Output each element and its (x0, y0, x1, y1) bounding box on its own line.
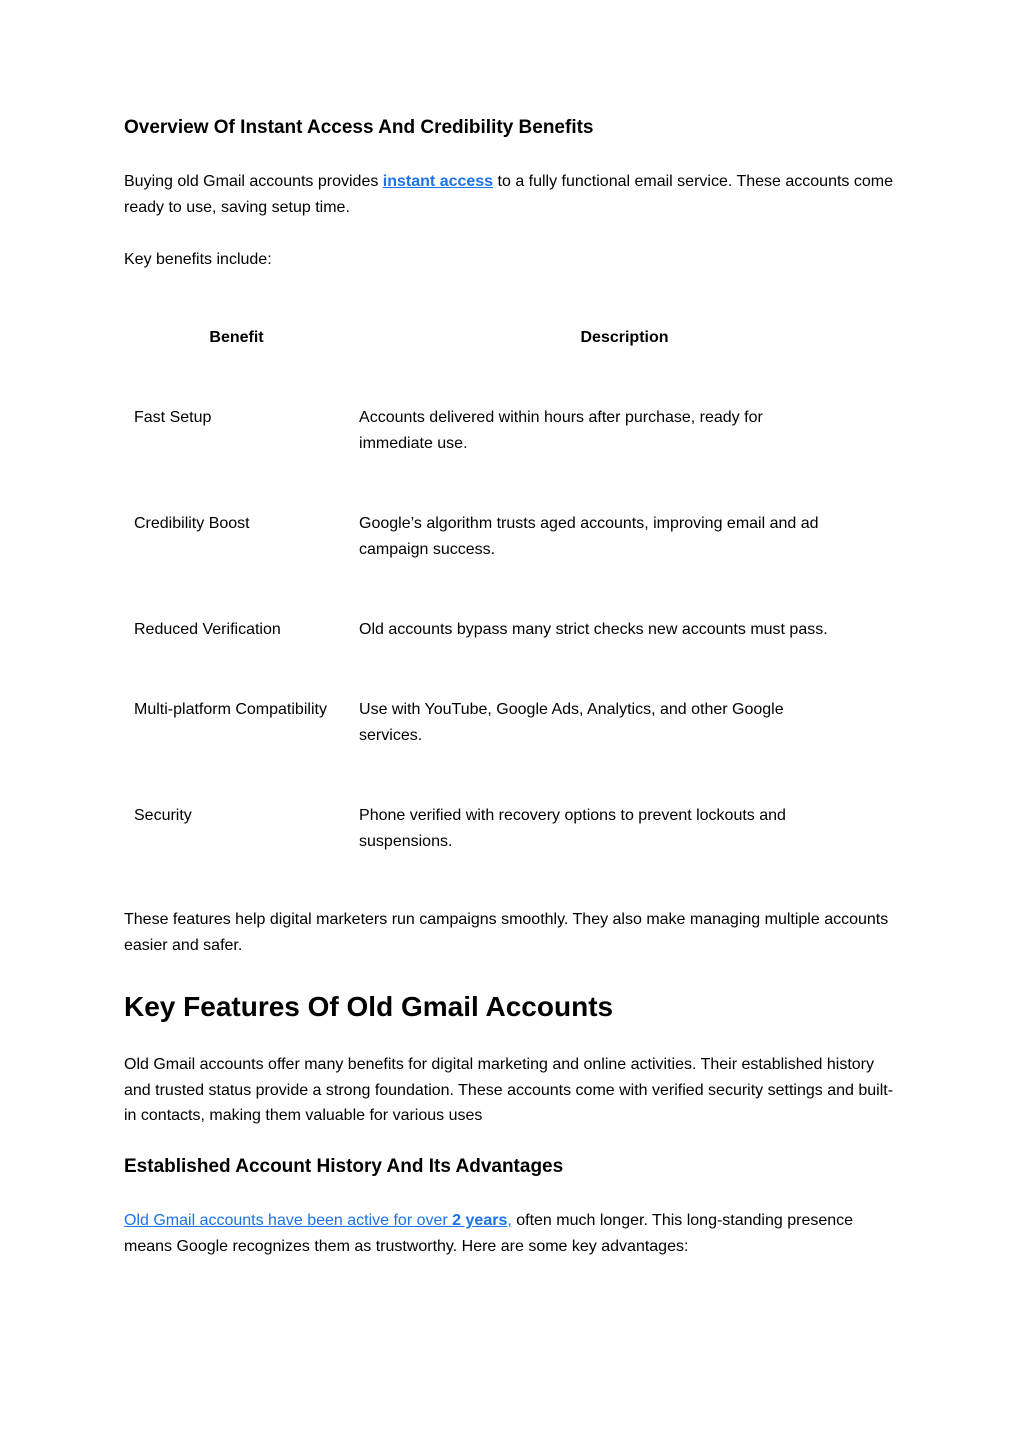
description-cell: Google’s algorithm trusts aged accounts, improving email and ad campaign success. (359, 515, 819, 559)
link-trailing-text: , (507, 1212, 512, 1230)
key-features-paragraph: Old Gmail accounts offer many benefits for digital marketing and online activities. Their established history and trusted status provide a strong foundation. These accounts come with verified security settings and built-in contacts, making them valuable for various uses (124, 1055, 894, 1125)
table-row (124, 776, 900, 882)
description-cell: Phone verified with recovery options to prevent lockouts and suspensions. (359, 806, 786, 850)
benefit-cell: Reduced Verification (134, 620, 281, 638)
link-bold-text: 2 years (452, 1212, 508, 1230)
table-row (124, 378, 900, 484)
established-history-text-after-link: often much longer. This long-standing presence means Google recognizes them as trustworthy. Here are some key advantages: (124, 1212, 854, 1255)
description-cell: Use with YouTube, Google Ads, Analytics, and other Google services. (359, 700, 784, 744)
overview-heading: Overview Of Instant Access And Credibility Benefits (124, 117, 594, 138)
description-cell: Old accounts bypass many strict checks new accounts must pass. (359, 620, 828, 638)
table-header-description: Description (580, 329, 669, 347)
established-history-paragraph (124, 1208, 900, 1260)
two-years-link[interactable] (124, 1212, 512, 1229)
instant-access-link[interactable]: instant access (382, 172, 494, 190)
description-cell: Accounts delivered within hours after purchase, ready for immediate use. (359, 409, 763, 453)
summary-paragraph: These features help digital marketers run campaigns smoothly. They also make managing multiple accounts easier and safer. (124, 911, 889, 955)
benefit-cell: Fast Setup (134, 409, 212, 427)
table-row (124, 484, 900, 590)
established-history-heading: Established Account History And Its Advantages (124, 1156, 564, 1178)
benefits-table (124, 298, 900, 881)
benefit-cell: Multi-platform Compatibility (134, 700, 327, 718)
intro-text-before-link: Buying old Gmail accounts provides (124, 172, 383, 190)
table-row (124, 590, 900, 670)
intro-paragraph (124, 169, 900, 221)
intro-text-after-link: to a fully functional email service. These accounts come ready to use, saving setup time. (124, 172, 893, 216)
table-row (124, 670, 900, 776)
key-features-heading: Key Features Of Old Gmail Accounts (124, 991, 614, 1023)
table-header-benefit: Benefit (209, 329, 264, 347)
benefit-cell: Security (134, 806, 192, 824)
link-text-before-bold: Old Gmail accounts have been active for over (124, 1212, 453, 1230)
benefits-lead: Key benefits include: (124, 250, 272, 268)
table-header-row (124, 298, 900, 378)
benefit-cell: Credibility Boost (134, 515, 250, 533)
